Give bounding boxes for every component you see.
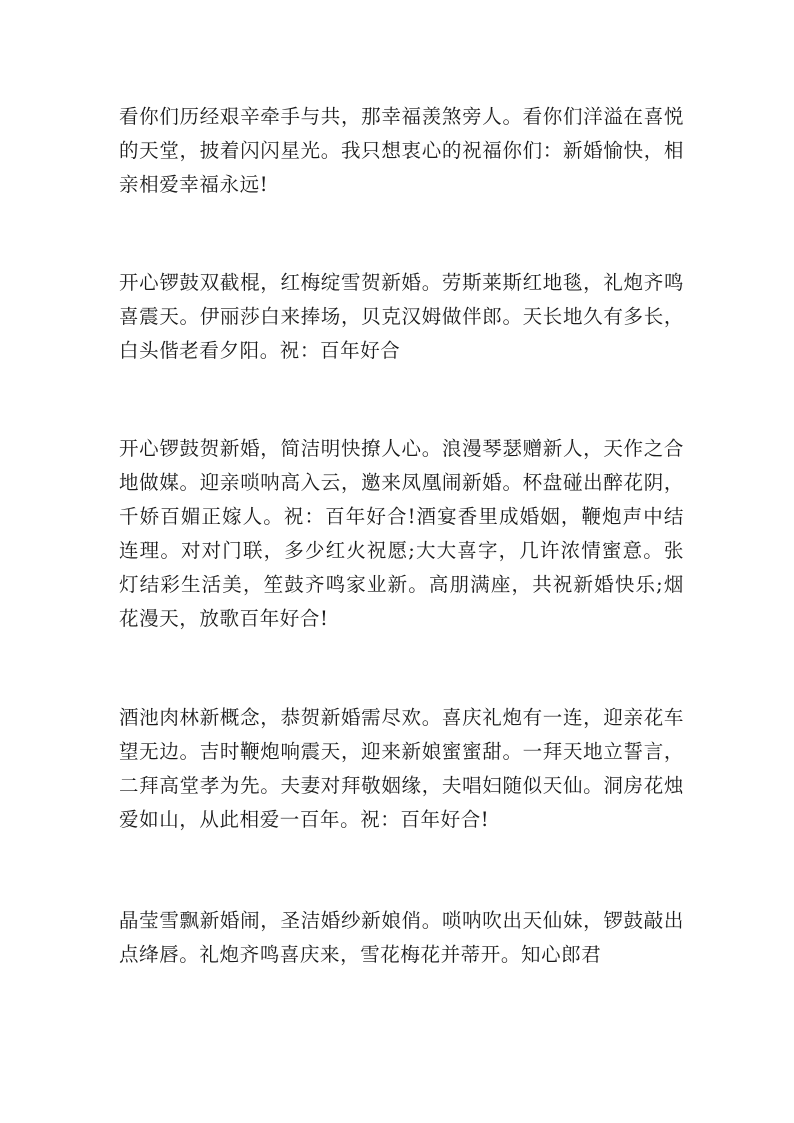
paragraph-1: 看你们历经艰辛牵手与共，那幸福羡煞旁人。看你们洋溢在喜悦的天堂，披着闪闪星光。我只想衷心的祝福你们：新婚愉快，相亲相爱幸福永远!	[119, 105, 684, 196]
paragraph-5: 晶莹雪飘新婚闹，圣洁婚纱新娘俏。唢呐吹出天仙妹，锣鼓敲出点绛唇。礼炮齐鸣喜庆来，雪花梅花并蒂开。知心郎君	[119, 909, 684, 966]
paragraph-3: 开心锣鼓贺新婚，简洁明快撩人心。浪漫琴瑟赠新人，天作之合地做媒。迎亲唢呐高入云，邀来凤凰闹新婚。杯盘碰出醉花阴，千娇百媚正嫁人。祝：百年好合!酒宴香里成婚姻，鞭炮声中结连理。对对门联，多少红火祝愿;大大喜字，几许浓情蜜意。张灯结彩生活美，笙鼓齐鸣家业新。高朋满座，共祝新婚快乐;烟花漫天，放歌百年好合!	[119, 437, 684, 630]
paragraph-2: 开心锣鼓双截棍，红梅绽雪贺新婚。劳斯莱斯红地毯，礼炮齐鸣喜震天。伊丽莎白来捧场，贝克汉姆做伴郎。天长地久有多长，白头偕老看夕阳。祝：百年好合	[119, 271, 684, 362]
paragraph-4: 酒池肉林新概念，恭贺新婚需尽欢。喜庆礼炮有一连，迎亲花车望无边。吉时鞭炮响震天，迎来新娘蜜蜜甜。一拜天地立誓言，二拜高堂孝为先。夫妻对拜敬姻缘，夫唱妇随似天仙。洞房花烛爱如山，从此相爱一百年。祝：百年好合!	[119, 706, 684, 831]
